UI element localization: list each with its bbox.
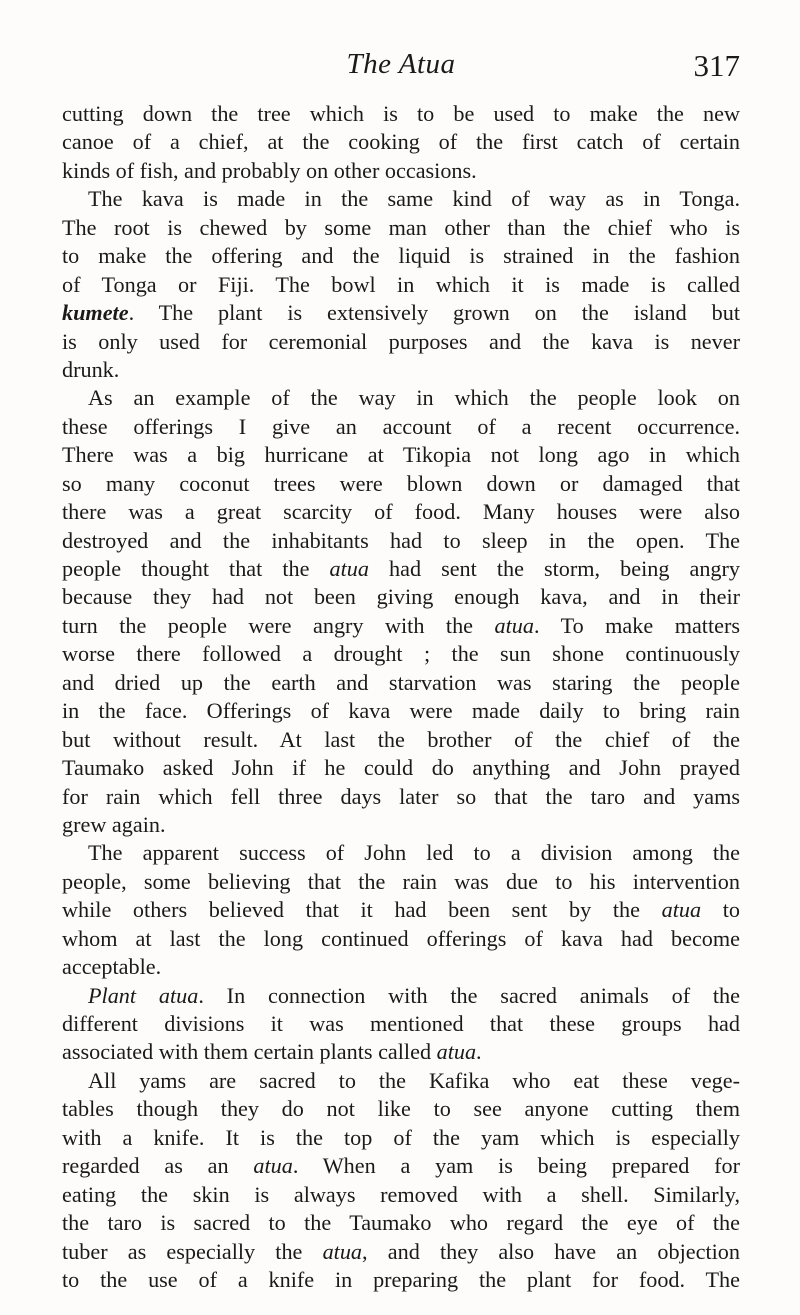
- text-run: grew again.: [62, 811, 166, 837]
- text-run: kinds of fish, and probably on other occasions.: [62, 157, 477, 183]
- text-run: destroyed and the inhabitants had to sleep in the open. The: [62, 527, 740, 553]
- running-header: [62, 40, 740, 84]
- text-run: tables though they do not like to see anyone cutting them: [62, 1096, 740, 1122]
- text-line: [62, 441, 740, 469]
- text-run: people, some believing that the rain was due to his intervention: [62, 868, 740, 894]
- text-run: acceptable.: [62, 954, 162, 980]
- text-run: turn the people were angry with the: [62, 612, 495, 638]
- text-run: for rain which fell three days later so that the taro and yams: [62, 783, 740, 809]
- text-run: the taro is sacred to the Taumako who regard the eye of the: [62, 1210, 740, 1236]
- text-run: different divisions it was mentioned that these groups had: [62, 1011, 740, 1036]
- text-line: [62, 555, 740, 583]
- text-run: is only used for ceremonial purposes and the kava is never: [62, 328, 740, 354]
- text-line: [62, 271, 740, 299]
- body-text: [62, 100, 740, 1294]
- text-line: [62, 1124, 740, 1152]
- text-run: . The plant is extensively grown on the island but: [128, 300, 740, 326]
- text-run: The apparent success of John led to a division among the: [88, 840, 740, 866]
- text-run: to make the offering and the liquid is strained in the fashion: [62, 243, 740, 269]
- text-line: [62, 1010, 740, 1038]
- text-line: [62, 299, 740, 327]
- text-line: [62, 982, 740, 1010]
- text-line: [62, 1067, 740, 1095]
- text-line: [62, 328, 740, 356]
- text-line: [62, 384, 740, 412]
- text-line: [62, 1266, 740, 1294]
- emphasis-italic: atua: [661, 897, 702, 923]
- text-run: and dried up the earth and starvation was staring the people: [62, 669, 740, 695]
- text-run: with a knife. It is the top of the yam which is especially: [62, 1124, 740, 1150]
- emphasis-italic: atua: [494, 612, 534, 638]
- text-line: [62, 498, 740, 526]
- text-run: to the use of a knife in preparing the plant for food. The: [62, 1266, 740, 1292]
- text-run: The kava is made in the same kind of way as in Tonga.: [88, 186, 740, 212]
- text-run: Taumako asked John if he could do anything and John prayed: [62, 755, 740, 781]
- text-line: [62, 896, 740, 924]
- text-run: these offerings I give an account of a recent occurrence.: [62, 413, 740, 439]
- text-run: had sent the storm, being angry: [368, 556, 740, 581]
- running-title: The Atua: [346, 48, 456, 80]
- text-run: All yams are sacred to the Kafika who eat these vege-: [88, 1067, 740, 1093]
- text-line: [62, 413, 740, 441]
- text-line: [62, 356, 740, 384]
- text-run: , and they also have an objection: [362, 1238, 740, 1264]
- emphasis-italic: atua: [329, 556, 369, 581]
- text-line: [62, 157, 740, 185]
- text-line: [62, 811, 740, 839]
- text-run: canoe of a chief, at the cooking of the first catch of certain: [62, 129, 740, 155]
- text-line: [62, 669, 740, 697]
- text-run: drunk.: [62, 356, 120, 382]
- text-line: [62, 1181, 740, 1209]
- text-run: eating the skin is always removed with a shell. Similarly,: [62, 1181, 740, 1207]
- text-line: [62, 640, 740, 668]
- emphasis-italic: atua: [322, 1238, 363, 1264]
- text-run: in the face. Offerings of kava were made daily to bring rain: [62, 698, 740, 724]
- text-line: [62, 1209, 740, 1237]
- text-run: to: [701, 897, 740, 923]
- text-line: [62, 754, 740, 782]
- text-run: while others believed that it had been sent by the: [62, 897, 662, 923]
- text-line: [62, 470, 740, 498]
- text-run: because they had not been giving enough kava, and in their: [62, 584, 740, 610]
- book-page: [62, 0, 740, 1315]
- text-line: [62, 1038, 740, 1066]
- emphasis-italic: atua: [253, 1153, 293, 1179]
- text-line: [62, 242, 740, 270]
- emphasis-italic: Plant atua: [88, 982, 199, 1008]
- text-run: cutting down the tree which is to be used to make the new: [62, 101, 740, 126]
- text-line: [62, 100, 740, 128]
- text-line: [62, 1238, 740, 1266]
- text-run: worse there followed a drought ; the sun shone continuously: [62, 641, 740, 667]
- text-line: [62, 697, 740, 725]
- text-run: but without result. At last the brother of the chief of the: [62, 726, 740, 752]
- text-line: [62, 839, 740, 867]
- text-line: [62, 612, 740, 640]
- text-line: [62, 1095, 740, 1123]
- text-line: [62, 185, 740, 213]
- text-line: [62, 527, 740, 555]
- text-line: [62, 953, 740, 981]
- text-run: . When a yam is being prepared for: [292, 1153, 740, 1179]
- emphasis-bold-italic: kumete: [62, 300, 129, 326]
- text-run: of Tonga or Fiji. The bowl in which it is made is called: [62, 271, 740, 297]
- text-line: [62, 868, 740, 896]
- text-line: [62, 128, 740, 156]
- text-run: regarded as an: [62, 1153, 254, 1179]
- text-run: people thought that the: [62, 556, 330, 581]
- text-run: whom at last the long continued offerings of kava had become: [62, 925, 740, 951]
- page-number: 317: [693, 48, 740, 83]
- text-line: [62, 783, 740, 811]
- emphasis-italic: atua: [436, 1039, 477, 1065]
- text-line: [62, 583, 740, 611]
- text-line: [62, 726, 740, 754]
- text-run: associated with them certain plants called: [62, 1039, 437, 1065]
- text-line: [62, 925, 740, 953]
- text-run: The root is chewed by some man other than the chief who is: [62, 214, 740, 240]
- text-run: There was a big hurricane at Tikopia not long ago in which: [62, 442, 740, 468]
- text-run: . In connection with the sacred animals of the: [198, 982, 740, 1008]
- text-run: As an example of the way in which the people look on: [88, 385, 740, 411]
- text-run: . To make matters: [533, 612, 740, 638]
- text-line: [62, 1152, 740, 1180]
- text-run: so many coconut trees were blown down or damaged that: [62, 470, 740, 496]
- text-run: .: [476, 1039, 482, 1065]
- text-run: there was a great scarcity of food. Many houses were also: [62, 499, 740, 525]
- text-run: tuber as especially the: [62, 1238, 323, 1264]
- text-line: [62, 214, 740, 242]
